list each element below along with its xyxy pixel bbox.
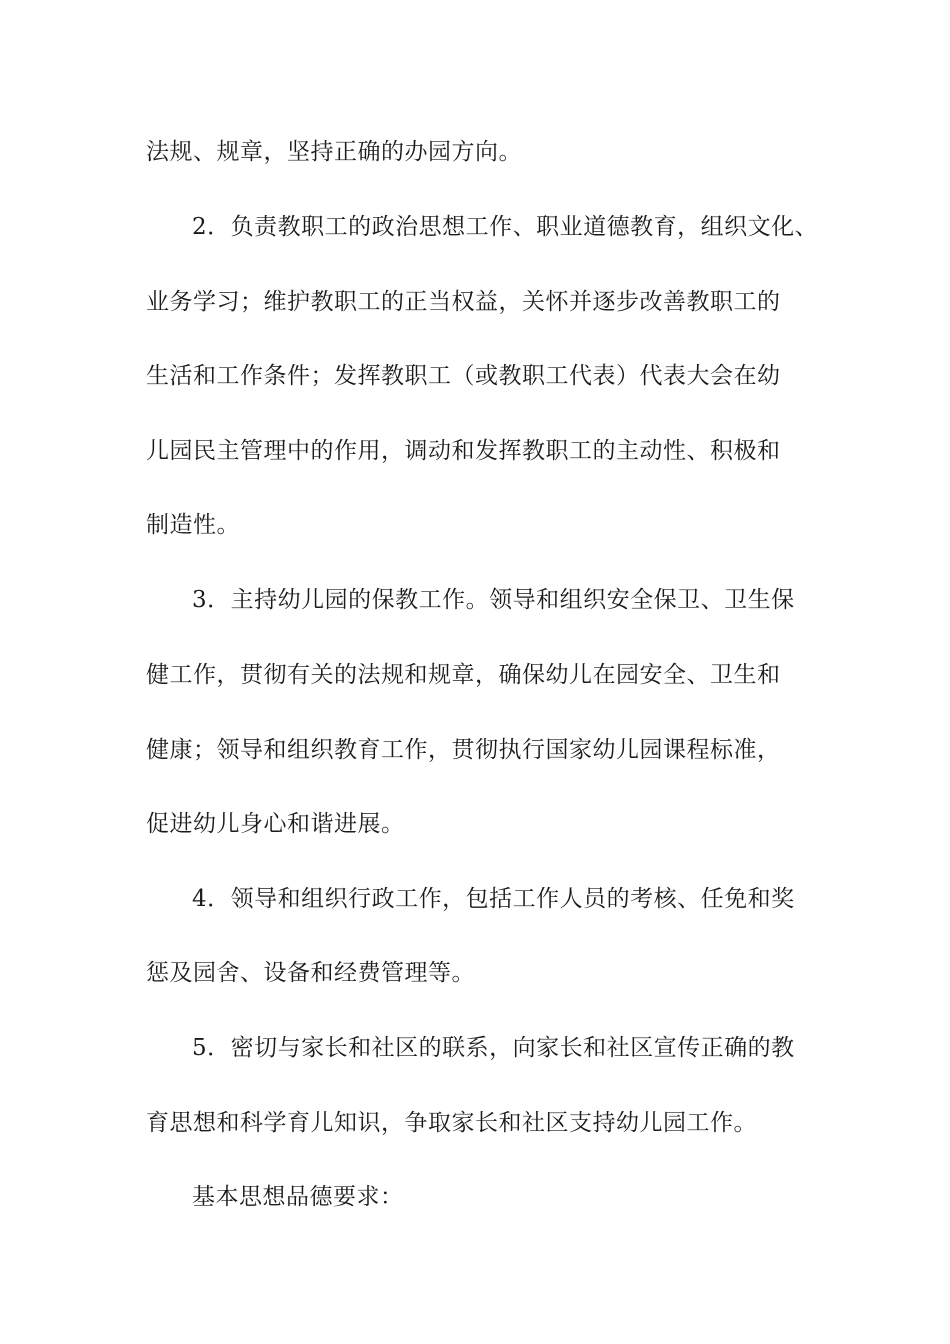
section-heading: 基本思想品德要求： (192, 1184, 404, 1210)
text-line: 惩及园舍、设备和经费管理等。 (146, 960, 475, 986)
text-line: 健工作，贯彻有关的法规和规章，确保幼儿在园安全、卫生和 (146, 662, 781, 688)
text-line: 生活和工作条件；发挥教职工（或教职工代表）代表大会在幼 (146, 363, 781, 389)
text-line: 制造性。 (146, 512, 240, 538)
paragraph-3-start: 3．主持幼儿园的保教工作。领导和组织安全保卫、卫生保 (192, 587, 795, 613)
paragraph-2-start: 2．负责教职工的政治思想工作、职业道德教育，组织文化、 (192, 214, 819, 240)
paragraph-4-start: 4．领导和组织行政工作，包括工作人员的考核、任免和奖 (192, 886, 795, 912)
text-line: 法规、规章，坚持正确的办园方向。 (146, 139, 522, 165)
text-line: 育思想和科学育儿知识，争取家长和社区支持幼儿园工作。 (146, 1110, 757, 1136)
text-line: 儿园民主管理中的作用，调动和发挥教职工的主动性、积极和 (146, 438, 781, 464)
paragraph-5-start: 5．密切与家长和社区的联系，向家长和社区宣传正确的教 (192, 1035, 795, 1061)
text-line: 促进幼儿身心和谐进展。 (146, 811, 405, 837)
text-line: 业务学习；维护教职工的正当权益，关怀并逐步改善教职工的 (146, 289, 781, 315)
text-line: 健康；领导和组织教育工作，贯彻执行国家幼儿园课程标准， (146, 737, 781, 763)
